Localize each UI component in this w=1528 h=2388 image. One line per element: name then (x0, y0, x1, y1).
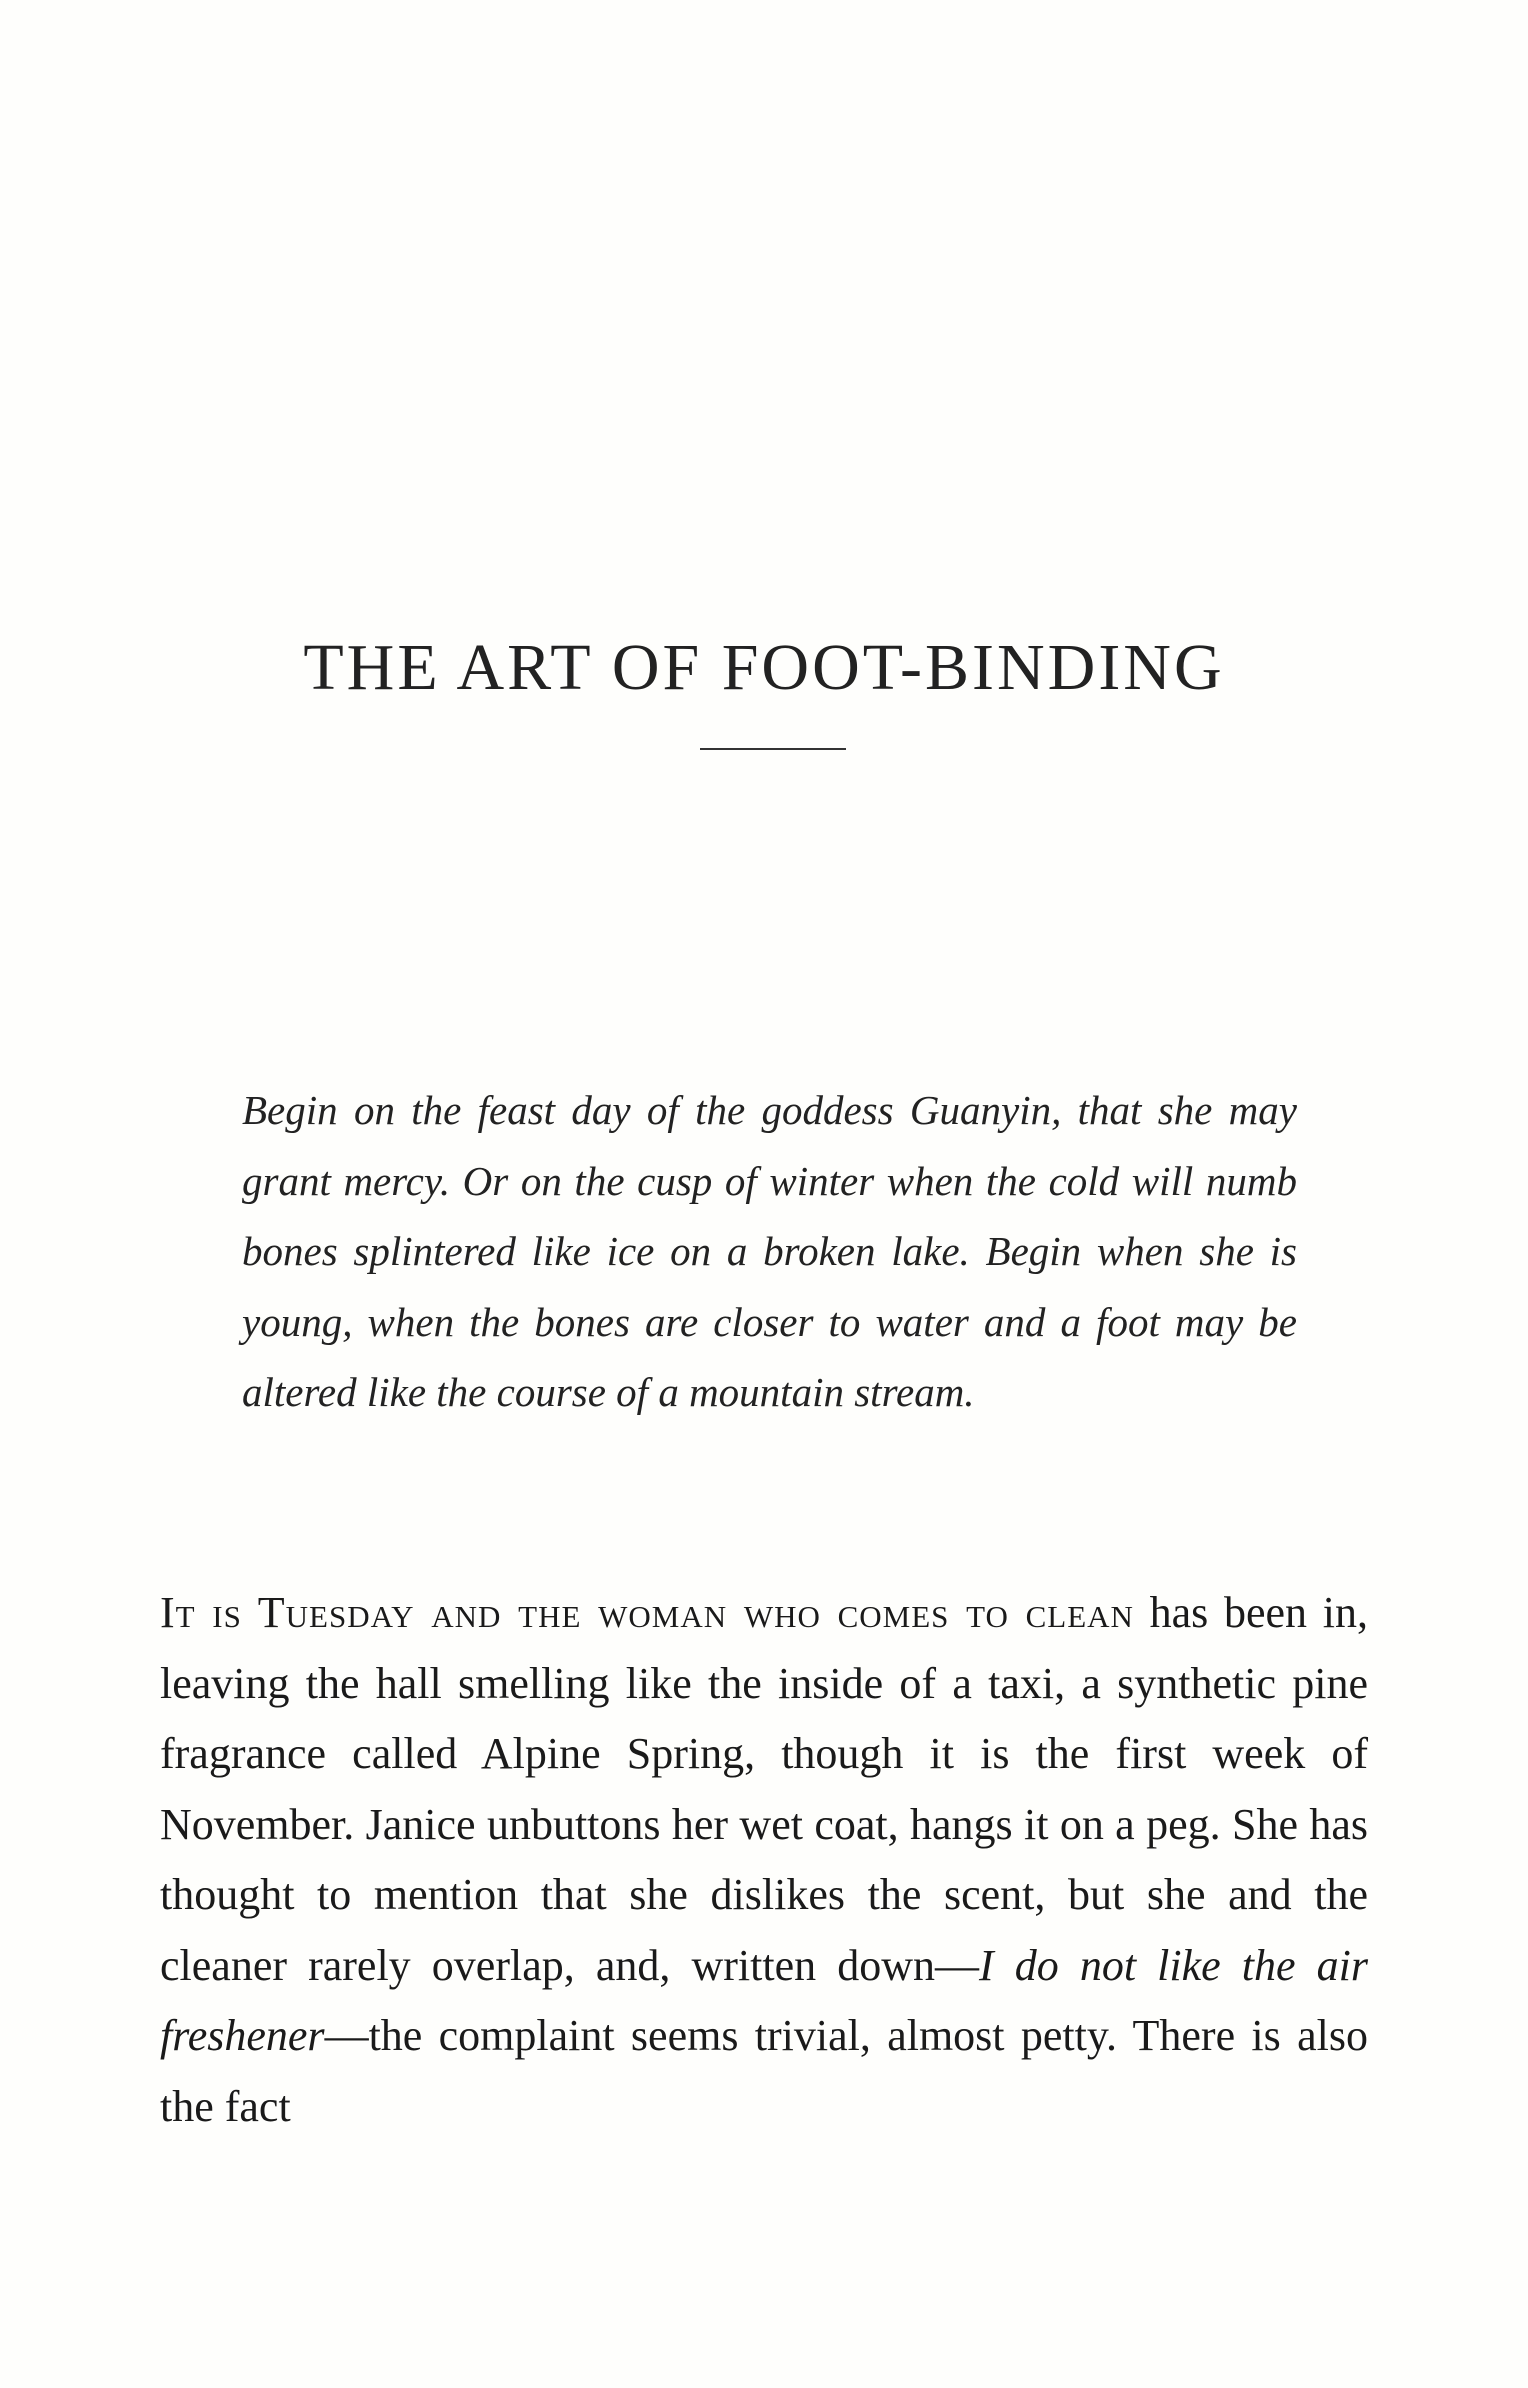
title-divider (700, 748, 846, 750)
chapter-title: THE ART OF FOOT-BINDING (303, 631, 1225, 704)
body-text-part-1: has been in, leaving the hall smelling like the inside of a taxi, a synthetic pine fragrance called Alpine Spring, though it is the first week of November. Janice unbuttons her wet coat, hangs it on a peg. She has thought to mention that she dislikes the scent, but she and the cleaner rarely overlap, and, written down— (160, 1588, 1368, 1990)
body-emphasis: I do not like the air freshener (160, 1940, 1368, 2060)
lead-in-smallcaps: It is Tuesday and the woman who comes to clean (160, 1588, 1134, 1637)
body-text-part-2: —the complaint seems trivial, almost petty. There is also the fact (160, 2011, 1368, 2131)
epigraph: Begin on the feast day of the goddess Guanyin, that she may grant mercy. Or on the cusp of winter when the cold will numb bones splintered like ice on a broken lake. Begin when she is young, when the bones are closer to water and a foot may be altered like the course of a mountain stream. (242, 1087, 1297, 1415)
body-paragraph (160, 1578, 1368, 2142)
